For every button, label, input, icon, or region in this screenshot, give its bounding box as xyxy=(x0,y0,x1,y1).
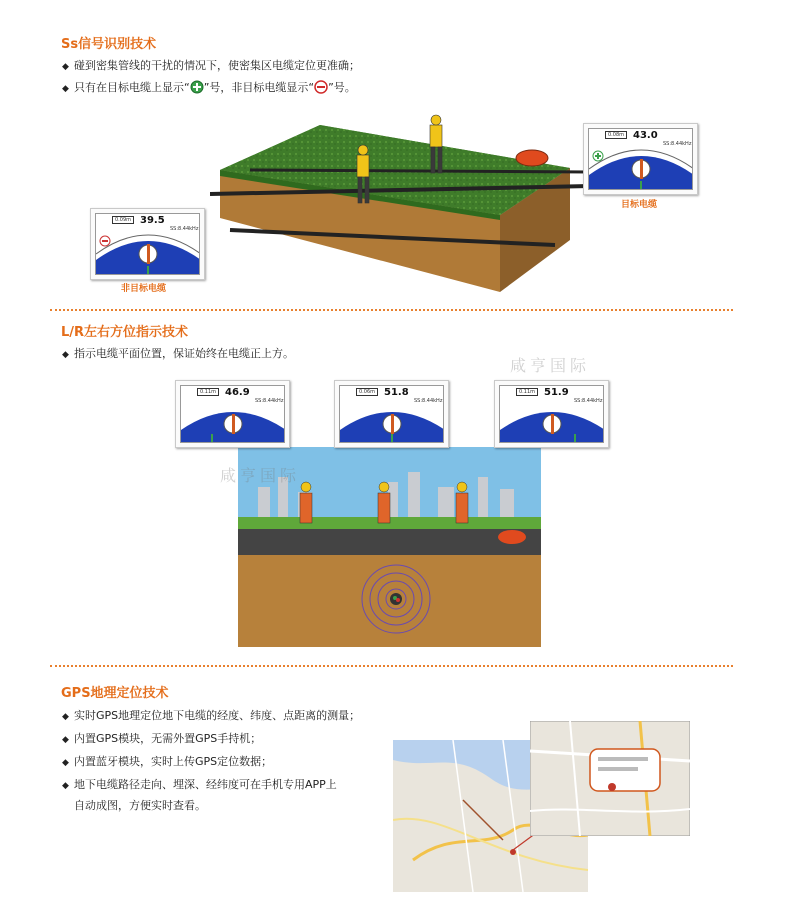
bullet-continuation: 自动成图，方便实时查看。 xyxy=(74,799,206,812)
distance-readout: 0.11m xyxy=(516,388,538,396)
caption-target: 目标电缆 xyxy=(621,200,658,210)
bullet-text: 内置蓝牙模块，实时上传GPS定位数据； xyxy=(74,755,273,768)
bullet-diamond-icon: ◆ xyxy=(62,350,69,360)
ground-block-illustration xyxy=(210,110,590,295)
device-screen xyxy=(95,213,200,275)
device-display-center xyxy=(334,380,449,448)
watermark: 咸亨国际 xyxy=(510,356,591,375)
frequency-readout: SS:8.44kHz xyxy=(663,141,692,147)
bullet-item xyxy=(62,776,337,792)
caption-nontarget: 非目标电缆 xyxy=(121,284,167,294)
map-detail xyxy=(530,721,690,836)
device-screen xyxy=(180,385,285,443)
watermark: 咸亨国际 xyxy=(220,466,301,485)
frequency-readout: SS:8.44kHz xyxy=(170,226,199,232)
section-title-gps: GPS地理定位技术 xyxy=(61,686,169,701)
signal-value: 51.8 xyxy=(384,387,409,398)
bullet-item xyxy=(62,79,356,95)
bullet-text: 碰到密集管线的干扰的情况下，使密集区电缆定位更准确； xyxy=(74,59,360,72)
signal-value: 51.9 xyxy=(544,387,569,398)
section-title-lr: L/R左右方位指示技术 xyxy=(61,325,189,340)
device-display-nontarget xyxy=(90,208,205,280)
bullet-text: ”号，非目标电缆显示“ xyxy=(203,81,315,94)
bullet-item xyxy=(62,57,360,73)
bullet-text: 实时GPS地理定位地下电缆的经度、纬度、点距离的测量； xyxy=(74,709,361,722)
device-display-left xyxy=(175,380,290,448)
bullet-diamond-icon: ◆ xyxy=(62,84,69,94)
distance-readout: 0.09m xyxy=(112,216,134,224)
frequency-readout: SS:8.44kHz xyxy=(255,398,284,404)
distance-readout: 0.06m xyxy=(356,388,378,396)
device-display-target xyxy=(583,123,698,195)
device-screen xyxy=(499,385,604,443)
plus-circle-icon xyxy=(190,80,204,94)
bullet-diamond-icon: ◆ xyxy=(62,735,69,745)
bullet-item xyxy=(62,730,261,746)
minus-circle-icon xyxy=(314,80,328,94)
bullet-diamond-icon: ◆ xyxy=(62,62,69,72)
bullet-text: 只有在目标电缆上显示“ xyxy=(74,81,190,94)
bullet-diamond-icon: ◆ xyxy=(62,758,69,768)
distance-readout: 0.08m xyxy=(605,131,627,139)
bullet-item xyxy=(62,753,272,769)
frequency-readout: SS:8.44kHz xyxy=(414,398,443,404)
device-screen xyxy=(588,128,693,190)
dotted-divider xyxy=(50,309,733,311)
signal-value: 39.5 xyxy=(140,215,165,226)
section-title-ss: Ss信号识别技术 xyxy=(61,37,157,52)
bullet-text: 指示电缆平面位置，保证始终在电缆正上方。 xyxy=(74,347,294,360)
device-screen xyxy=(339,385,444,443)
bullet-item xyxy=(62,345,294,361)
bullet-text: 地下电缆路径走向、埋深、经纬度可在手机专用APP上 xyxy=(74,778,337,791)
frequency-readout: SS:8.44kHz xyxy=(574,398,603,404)
signal-value: 43.0 xyxy=(633,130,658,141)
bullet-text: 内置GPS模块，无需外置GPS手持机； xyxy=(74,732,262,745)
bullet-diamond-icon: ◆ xyxy=(62,781,69,791)
signal-value: 46.9 xyxy=(225,387,250,398)
distance-readout: 0.11m xyxy=(197,388,219,396)
dotted-divider xyxy=(50,665,733,667)
device-display-right xyxy=(494,380,609,448)
bullet-text: ”号。 xyxy=(328,81,356,94)
bullet-diamond-icon: ◆ xyxy=(62,712,69,722)
bullet-item xyxy=(62,707,360,723)
